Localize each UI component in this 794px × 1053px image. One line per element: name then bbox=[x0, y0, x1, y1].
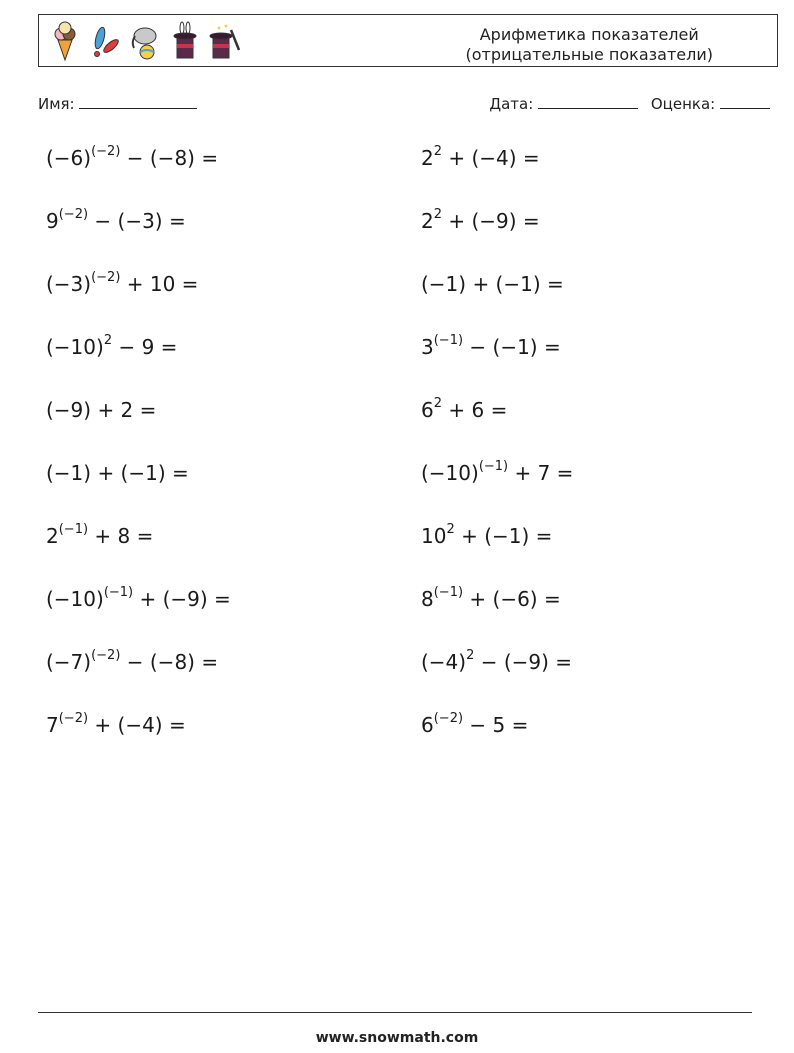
problem-item: (−9) + 2 = bbox=[46, 398, 157, 422]
ice-cream-icon bbox=[49, 20, 81, 62]
footer-divider bbox=[38, 1012, 752, 1013]
problem-item: $(-7)^{(-2)} - (-8)$ = bbox=[46, 648, 219, 674]
problem-item: $(-10)^2 - 9$ = bbox=[46, 333, 178, 359]
problem-row bbox=[46, 650, 766, 713]
problem-item: (−1) + (−1) = bbox=[46, 461, 189, 485]
problem-item: $10^2 + (-1)$ = bbox=[421, 522, 553, 548]
problem-item: (−1) + (−1) = bbox=[421, 272, 564, 296]
problem-item: $2^2 + (-9)$ = bbox=[421, 207, 540, 233]
problem-row bbox=[46, 146, 766, 209]
problem-item: $(-4)^2 - (-9)$ = bbox=[421, 648, 573, 674]
date-label: Дата: bbox=[489, 95, 534, 113]
problem-item: $8^{(-1)} + (-6)$ = bbox=[421, 585, 561, 611]
problem-row bbox=[46, 713, 766, 776]
problem-row bbox=[46, 335, 766, 398]
problem-item: $7^{(-2)} + (-4)$ = bbox=[46, 711, 186, 737]
problem-row bbox=[46, 272, 766, 335]
worksheet-title bbox=[465, 25, 713, 65]
problem-row bbox=[46, 209, 766, 272]
problem-row bbox=[46, 587, 766, 650]
name-label: Имя: bbox=[38, 95, 75, 113]
grade-blank[interactable] bbox=[720, 94, 770, 109]
date-grade-fields bbox=[489, 94, 770, 113]
footer-site[interactable]: www.snowmath.com bbox=[315, 1030, 479, 1046]
name-field[interactable] bbox=[38, 94, 197, 113]
problem-item: $3^{(-1)} - (-1)$ = bbox=[421, 333, 561, 359]
grade-label: Оценка: bbox=[650, 95, 716, 113]
circus-elephant-icon bbox=[129, 20, 161, 62]
problem-item: $2^{(-1)} + 8$ = bbox=[46, 522, 154, 548]
title-line-1: Арифметика показателей bbox=[479, 25, 699, 44]
problem-item: $6^2 + 6$ = bbox=[421, 396, 508, 422]
header-icons bbox=[49, 20, 241, 62]
problem-item: $(-10)^{(-1)} + 7$ = bbox=[421, 459, 574, 485]
problem-item: $(-3)^{(-2)} + 10$ = bbox=[46, 270, 199, 296]
magic-hat-rabbit-icon bbox=[169, 20, 201, 62]
juggling-pins-icon bbox=[89, 20, 121, 62]
title-line-2: (отрицательные показатели) bbox=[465, 45, 713, 64]
problem-row bbox=[46, 398, 766, 461]
problem-item: $2^2 + (-4)$ = bbox=[421, 144, 540, 170]
name-blank[interactable] bbox=[79, 94, 197, 109]
magic-hat-wand-icon bbox=[209, 20, 241, 62]
problem-item: $(-6)^{(-2)} - (-8)$ = bbox=[46, 144, 219, 170]
problem-item: $6^{(-2)} - 5$ = bbox=[421, 711, 529, 737]
problem-row bbox=[46, 524, 766, 587]
problem-item: $(-10)^{(-1)} + (-9)$ = bbox=[46, 585, 231, 611]
problem-row bbox=[46, 461, 766, 524]
worksheet-header bbox=[38, 14, 778, 67]
problem-grid bbox=[46, 146, 766, 776]
date-blank[interactable] bbox=[538, 94, 638, 109]
problem-item: $9^{(-2)} - (-3)$ = bbox=[46, 207, 186, 233]
